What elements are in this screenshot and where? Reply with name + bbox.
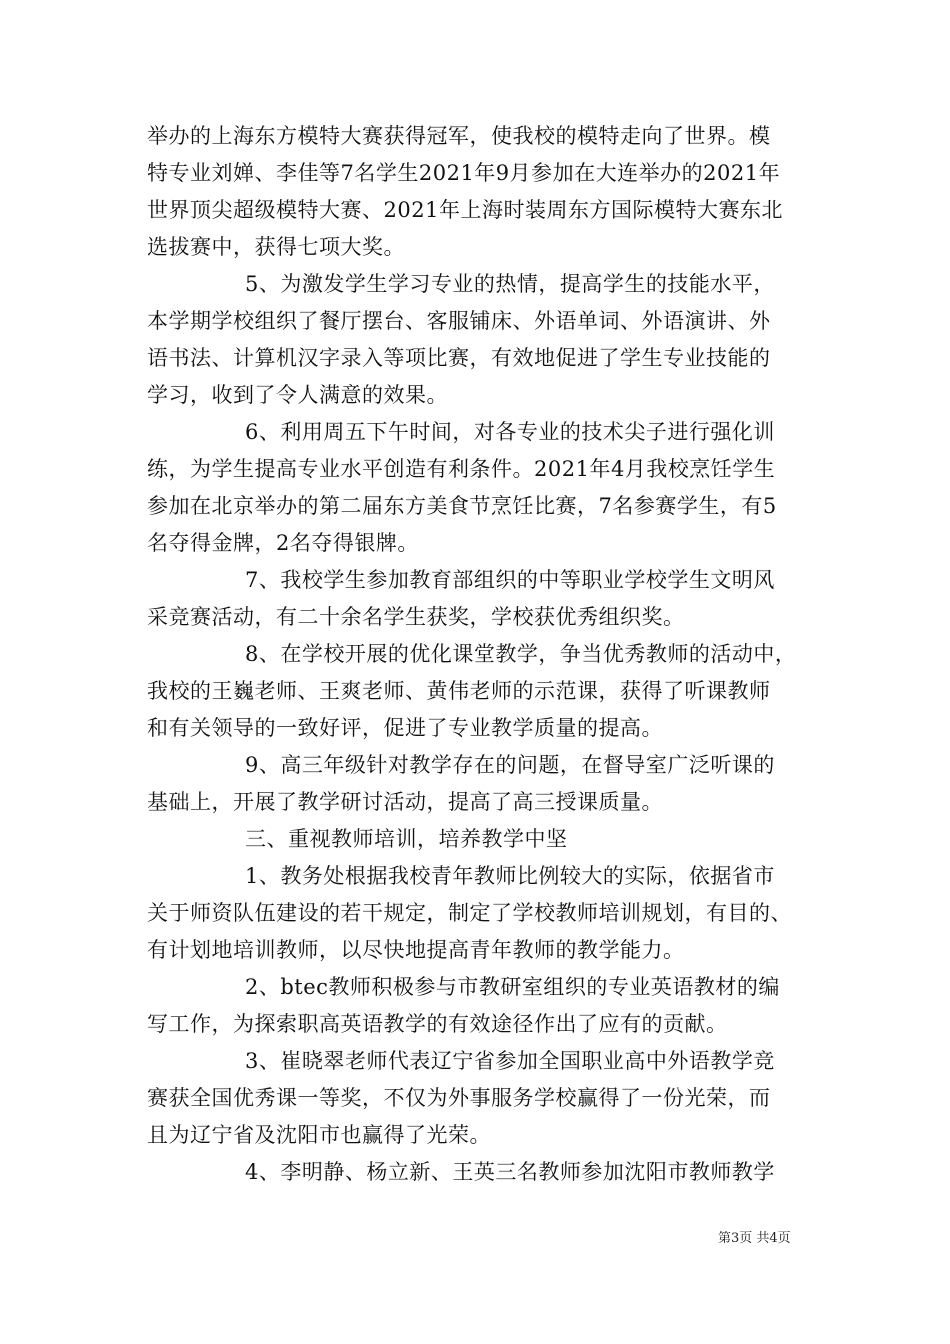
text-line: 特专业刘婵、李佳等7名学生2021年9月参加在大连举办的2021年 <box>147 161 781 185</box>
text-line: 学习，收到了令人满意的效果。 <box>147 383 448 407</box>
text-line: 世界顶尖超级模特大赛、2021年上海时装周东方国际模特大赛东北 <box>147 198 783 222</box>
text-line: 我校的王巍老师、王爽老师、黄伟老师的示范课，获得了听课教师 <box>147 679 771 703</box>
text-line: 参加在北京举办的第二届东方美食节烹饪比赛，7名参赛学生，有5 <box>147 494 777 518</box>
text-line: 基础上，开展了教学研讨活动，提高了高三授课质量。 <box>147 790 663 814</box>
text-line: 1、教务处根据我校青年教师比例较大的实际，依据省市 <box>245 864 775 888</box>
text-line: 本学期学校组织了餐厅摆台、客服铺床、外语单词、外语演讲、外 <box>147 309 771 333</box>
page-number-footer: 第3页 共4页 <box>718 1231 791 1246</box>
text-line: 5、为激发学生学习专业的热情，提高学生的技能水平， <box>245 272 775 296</box>
text-line: 采竞赛活动，有二十余名学生获奖，学校获优秀组织奖。 <box>147 605 685 629</box>
text-line: 8、在学校开展的优化课堂教学，争当优秀教师的活动中， <box>245 642 797 666</box>
text-line: 和有关领导的一致好评，促进了专业教学质量的提高。 <box>147 716 663 740</box>
text-line: 且为辽宁省及沈阳市也赢得了光荣。 <box>147 1123 491 1147</box>
text-line: 6、利用周五下午时间，对各专业的技术尖子进行强化训 <box>245 420 775 444</box>
text-line: 有计划地培训教师，以尽快地提高青年教师的教学能力。 <box>147 938 685 962</box>
text-line: 练，为学生提高专业水平创造有利条件。2021年4月我校烹饪学生 <box>147 457 776 481</box>
text-line: 选拔赛中，获得七项大奖。 <box>147 235 405 259</box>
text-line: 赛获全国优秀课一等奖，不仅为外事服务学校赢得了一份光荣，而 <box>147 1086 771 1110</box>
text-line: 写工作，为探索职高英语教学的有效途径作出了应有的贡献。 <box>147 1012 728 1036</box>
section-heading: 三、重视教师培训，培养教学中坚 <box>245 827 568 851</box>
text-line: 语书法、计算机汉字录入等项比赛，有效地促进了学生专业技能的 <box>147 346 771 370</box>
text-line: 2、btec教师积极参与市教研室组织的专业英语教材的编 <box>245 975 780 999</box>
text-line: 举办的上海东方模特大赛获得冠军，使我校的模特走向了世界。模 <box>147 124 771 148</box>
text-line: 3、崔晓翠老师代表辽宁省参加全国职业高中外语教学竞 <box>245 1049 775 1073</box>
text-line: 4、李明静、杨立新、王英三名教师参加沈阳市教师教学 <box>245 1160 775 1184</box>
text-line: 关于师资队伍建设的若干规定，制定了学校教师培训规划，有目的、 <box>147 901 792 925</box>
text-line: 名夺得金牌，2名夺得银牌。 <box>147 531 419 555</box>
text-line: 9、高三年级针对教学存在的问题，在督导室广泛听课的 <box>245 753 775 777</box>
text-line: 7、我校学生参加教育部组织的中等职业学校学生文明风 <box>245 568 775 592</box>
